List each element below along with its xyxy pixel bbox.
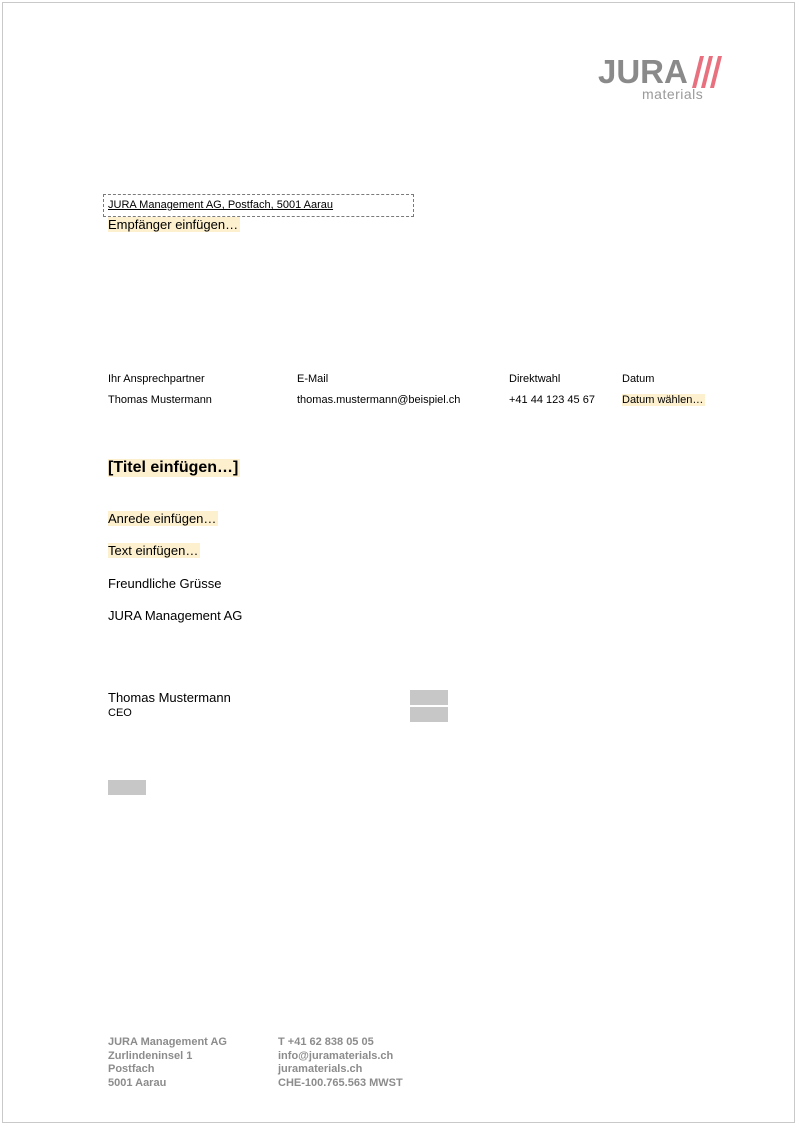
- contact-label: Ihr Ansprechpartner: [108, 373, 205, 385]
- contact-value: Thomas Mustermann: [108, 394, 212, 406]
- footer-email: info@juramaterials.ch: [278, 1049, 394, 1062]
- letter-page: [2, 2, 795, 1123]
- recipient-placeholder[interactable]: Empfänger einfügen…: [108, 217, 239, 232]
- footer-address-line: Zurlindeninsel 1: [108, 1049, 193, 1062]
- closing-text: Freundliche Grüsse: [108, 576, 222, 591]
- logo-stripes-icon: [692, 56, 722, 88]
- signatory-role: CEO: [108, 707, 132, 719]
- signatory-name: Thomas Mustermann: [108, 690, 231, 705]
- footer-contact: [278, 1036, 403, 1090]
- signature-field-bottom[interactable]: [410, 707, 448, 722]
- text-placeholder[interactable]: Text einfügen…: [108, 543, 199, 558]
- footer-address-line: JURA Management AG: [108, 1036, 227, 1048]
- attachment-field[interactable]: [108, 780, 146, 795]
- salutation-placeholder[interactable]: Anrede einfügen…: [108, 511, 217, 526]
- logo-wordmark: JURA: [598, 53, 688, 90]
- phone-value: +41 44 123 45 67: [509, 394, 595, 406]
- date-label: Datum: [622, 373, 655, 385]
- footer-website: juramaterials.ch: [278, 1063, 363, 1075]
- footer-address-line: 5001 Aarau: [108, 1076, 167, 1089]
- email-label: E-Mail: [297, 373, 329, 385]
- phone-label: Direktwahl: [509, 373, 561, 385]
- date-picker-placeholder[interactable]: Datum wählen…: [622, 394, 704, 406]
- signature-field-top[interactable]: [410, 690, 448, 705]
- logo-subtitle: materials: [642, 86, 704, 102]
- footer-vat: CHE-100.765.563 MWST: [278, 1076, 403, 1089]
- email-value: thomas.mustermann@beispiel.ch: [297, 394, 461, 406]
- title-placeholder[interactable]: [Titel einfügen…]: [108, 459, 239, 476]
- footer-address-line: Postfach: [108, 1063, 155, 1075]
- footer-address: [108, 1036, 227, 1090]
- footer-phone: T +41 62 838 05 05: [278, 1036, 374, 1048]
- sender-line[interactable]: JURA Management AG, Postfach, 5001 Aarau: [108, 199, 334, 211]
- company-name: JURA Management AG: [108, 608, 243, 623]
